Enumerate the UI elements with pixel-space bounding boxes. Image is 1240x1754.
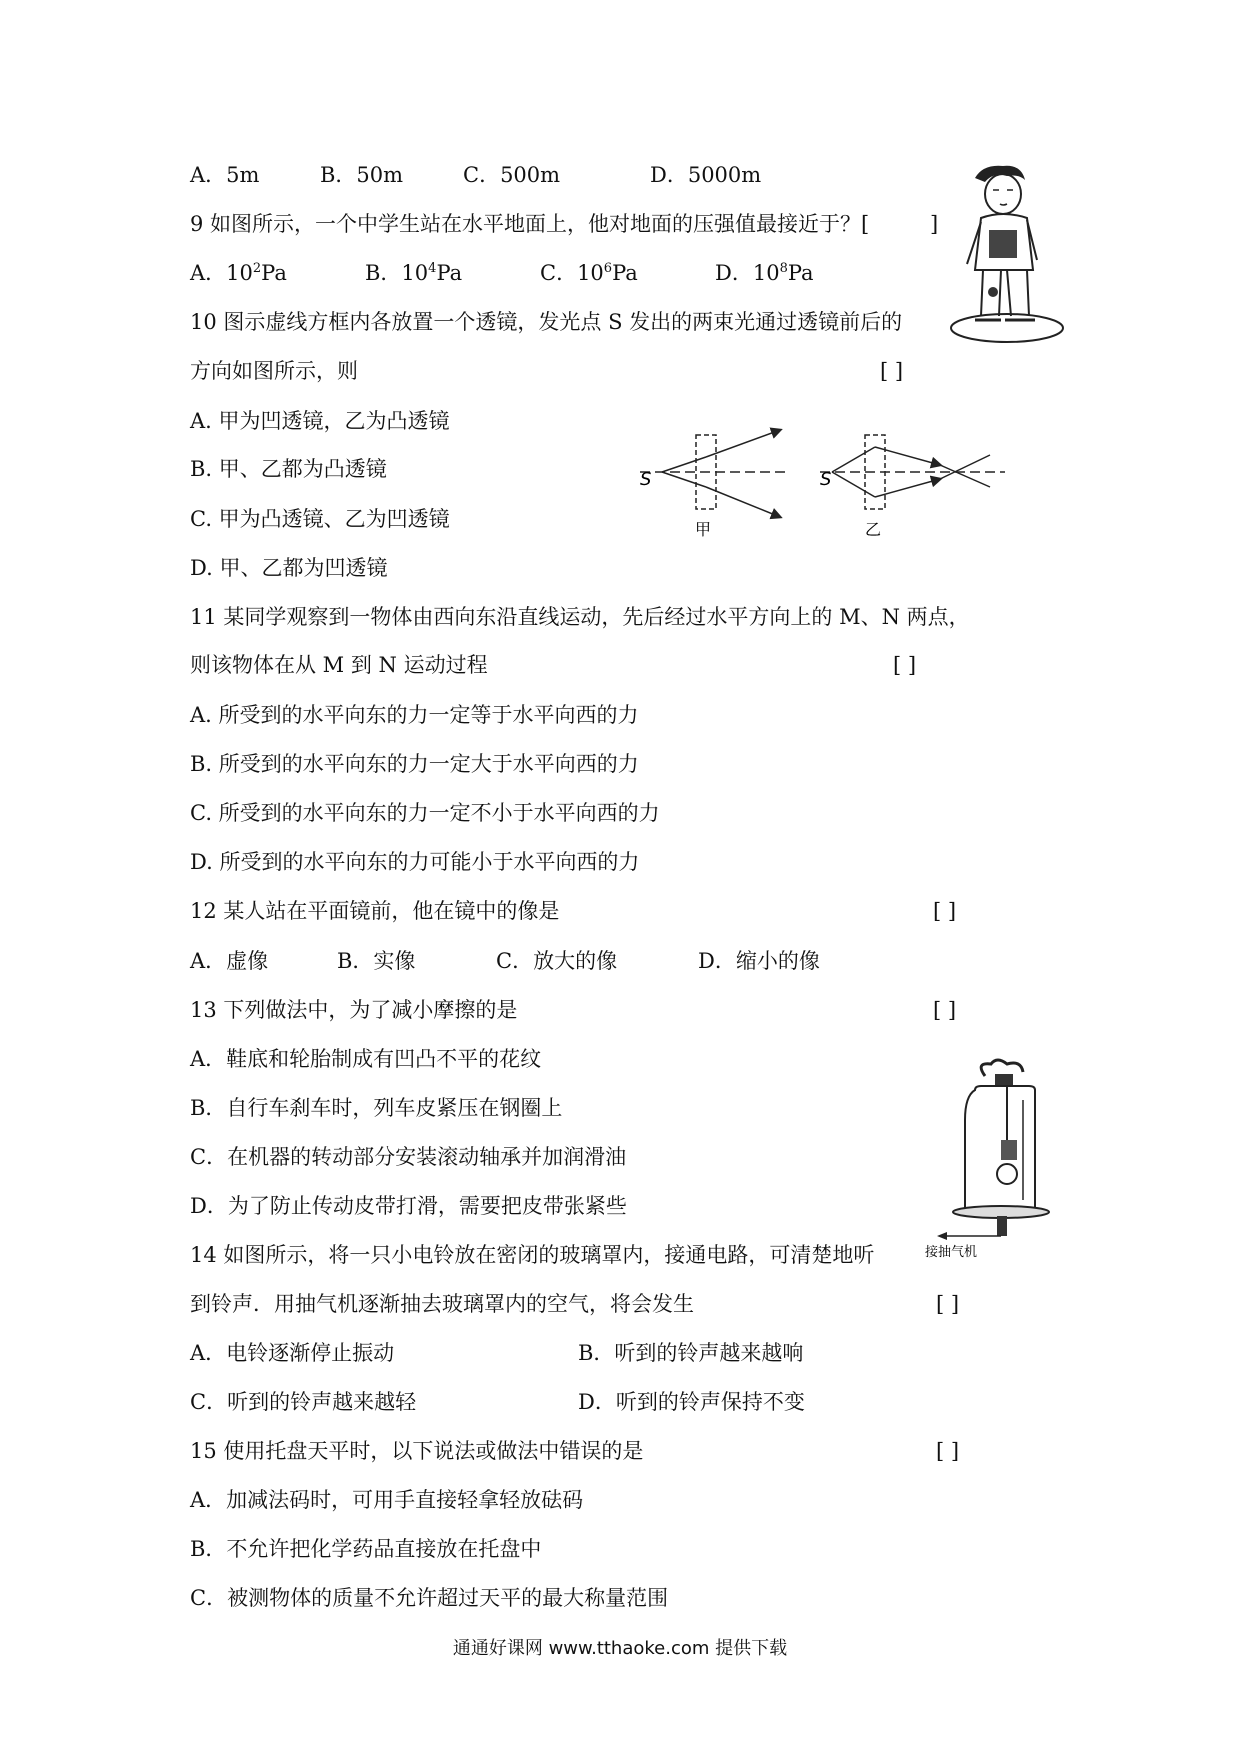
q11-option-b: B. 所受到的水平向东的力一定大于水平向西的力 (190, 752, 639, 776)
q13-option-c: C．在机器的转动部分安装滚动轴承并加润滑油 (190, 1145, 627, 1169)
q13-stem: 13 下列做法中，为了减小摩擦的是 (190, 998, 518, 1022)
q8-option-d: D．5000m (650, 163, 762, 187)
q9-option-c-unit: Pa (612, 261, 638, 285)
q15-option-a: A．加减法码时，可用手直接轻拿轻放砝码 (190, 1488, 584, 1512)
lens-left-label: 甲 (695, 520, 712, 539)
q14-option-d: D．听到的铃声保持不变 (578, 1390, 805, 1414)
q15-option-c: C．被测物体的质量不允许超过天平的最大称量范围 (190, 1586, 669, 1610)
q11-bracket: [ ] (893, 653, 917, 677)
q9-option-d (715, 260, 814, 286)
q12-option-c: C．放大的像 (496, 949, 618, 973)
q9-stem: 9 如图所示，一个中学生站在水平地面上，他对地面的压强值最接近于？[ (190, 212, 870, 236)
q15-option-b: B．不允许把化学药品直接放在托盘中 (190, 1537, 542, 1561)
q13-option-b: B．自行车刹车时，列车皮紧压在钢圈上 (190, 1096, 563, 1120)
q14-stem-line-1: 14 如图所示，将一只小电铃放在密闭的玻璃罩内，接通电路，可清楚地听 (190, 1243, 875, 1267)
q9-option-a (190, 260, 287, 286)
q11-option-c: C. 所受到的水平向东的力一定不小于水平向西的力 (190, 801, 660, 825)
page-footer: 通通好课网 www.tthaoke.com 提供下载 (452, 1638, 788, 1659)
pump-label: 接抽气机 (925, 1245, 978, 1260)
q9-option-b-unit: Pa (436, 261, 463, 285)
q11-option-d: D. 所受到的水平向东的力可能小于水平向西的力 (190, 850, 640, 874)
q11-stem-line-1: 11 某同学观察到一物体由西向东沿直线运动，先后经过水平方向上的 M、N 两点， (190, 605, 970, 629)
q10-stem-line-1: 10 图示虚线方框内各放置一个透镜，发光点 S 发出的两束光通过透镜前后的 (190, 310, 903, 334)
q8-option-a: A．5m (190, 163, 260, 187)
bell-jar-figure (925, 1060, 1055, 1260)
lens-right-s-label: S (820, 469, 832, 490)
q12-option-d: D．缩小的像 (698, 949, 820, 973)
q14-option-c: C．听到的铃声越来越轻 (190, 1390, 417, 1414)
q9-option-a-exp: 2 (252, 261, 262, 276)
q13-option-a: A．鞋底和轮胎制成有凹凸不平的花纹 (190, 1047, 542, 1071)
q13-option-d: D．为了防止传动皮带打滑，需要把皮带张紧些 (190, 1194, 627, 1218)
q9-bracket-close: ] (930, 212, 939, 236)
q15-bracket: [ ] (936, 1439, 960, 1463)
q10-stem-line-2: 方向如图所示，则 (190, 359, 358, 383)
q12-bracket: [ ] (933, 899, 957, 923)
q9-option-c-exp: 6 (603, 261, 613, 276)
q14-option-b: B．听到的铃声越来越响 (578, 1341, 804, 1365)
lens-right-label: 乙 (865, 520, 882, 539)
q10-bracket: [ ] (880, 359, 904, 383)
q9-option-c-base: C．10 (540, 261, 604, 285)
q9-option-c (540, 260, 638, 286)
q13-bracket: [ ] (933, 998, 957, 1022)
q8-option-b: B．50m (320, 163, 404, 187)
q9-option-d-exp: 8 (779, 261, 788, 276)
q9-option-b (365, 260, 462, 286)
q12-stem: 12 某人站在平面镜前，他在镜中的像是 (190, 899, 560, 923)
q9-option-a-unit: Pa (261, 261, 287, 285)
q11-option-a: A. 所受到的水平向东的力一定等于水平向西的力 (190, 703, 639, 727)
q9-option-b-base: B．10 (365, 261, 429, 285)
lens-diagram (640, 425, 1010, 545)
q10-option-a: A. 甲为凹透镜，乙为凸透镜 (190, 409, 450, 433)
q9-option-a-base: A．10 (190, 261, 253, 285)
q14-bracket: [ ] (936, 1292, 960, 1316)
q10-option-d: D. 甲、乙都为凹透镜 (190, 556, 388, 580)
q9-option-d-base: D．10 (715, 261, 780, 285)
q15-stem: 15 使用托盘天平时，以下说法或做法中错误的是 (190, 1439, 644, 1463)
q11-stem-line-2: 则该物体在从 M 到 N 运动过程 (190, 653, 488, 677)
q14-stem-line-2: 到铃声．用抽气机逐渐抽去玻璃罩内的空气，将会发生 (190, 1292, 694, 1316)
student-standing-figure (945, 160, 1075, 350)
q9-option-d-unit: Pa (787, 261, 814, 285)
q12-option-a: A．虚像 (190, 949, 269, 973)
q12-option-b: B．实像 (337, 949, 416, 973)
q10-option-b: B. 甲、乙都为凸透镜 (190, 457, 387, 481)
q9-option-b-exp: 4 (428, 261, 437, 276)
q10-option-c: C. 甲为凸透镜、乙为凹透镜 (190, 507, 450, 531)
q14-option-a: A．电铃逐渐停止振动 (190, 1341, 395, 1365)
lens-left-s-label: S (640, 469, 652, 490)
q8-option-c: C．500m (463, 163, 561, 187)
